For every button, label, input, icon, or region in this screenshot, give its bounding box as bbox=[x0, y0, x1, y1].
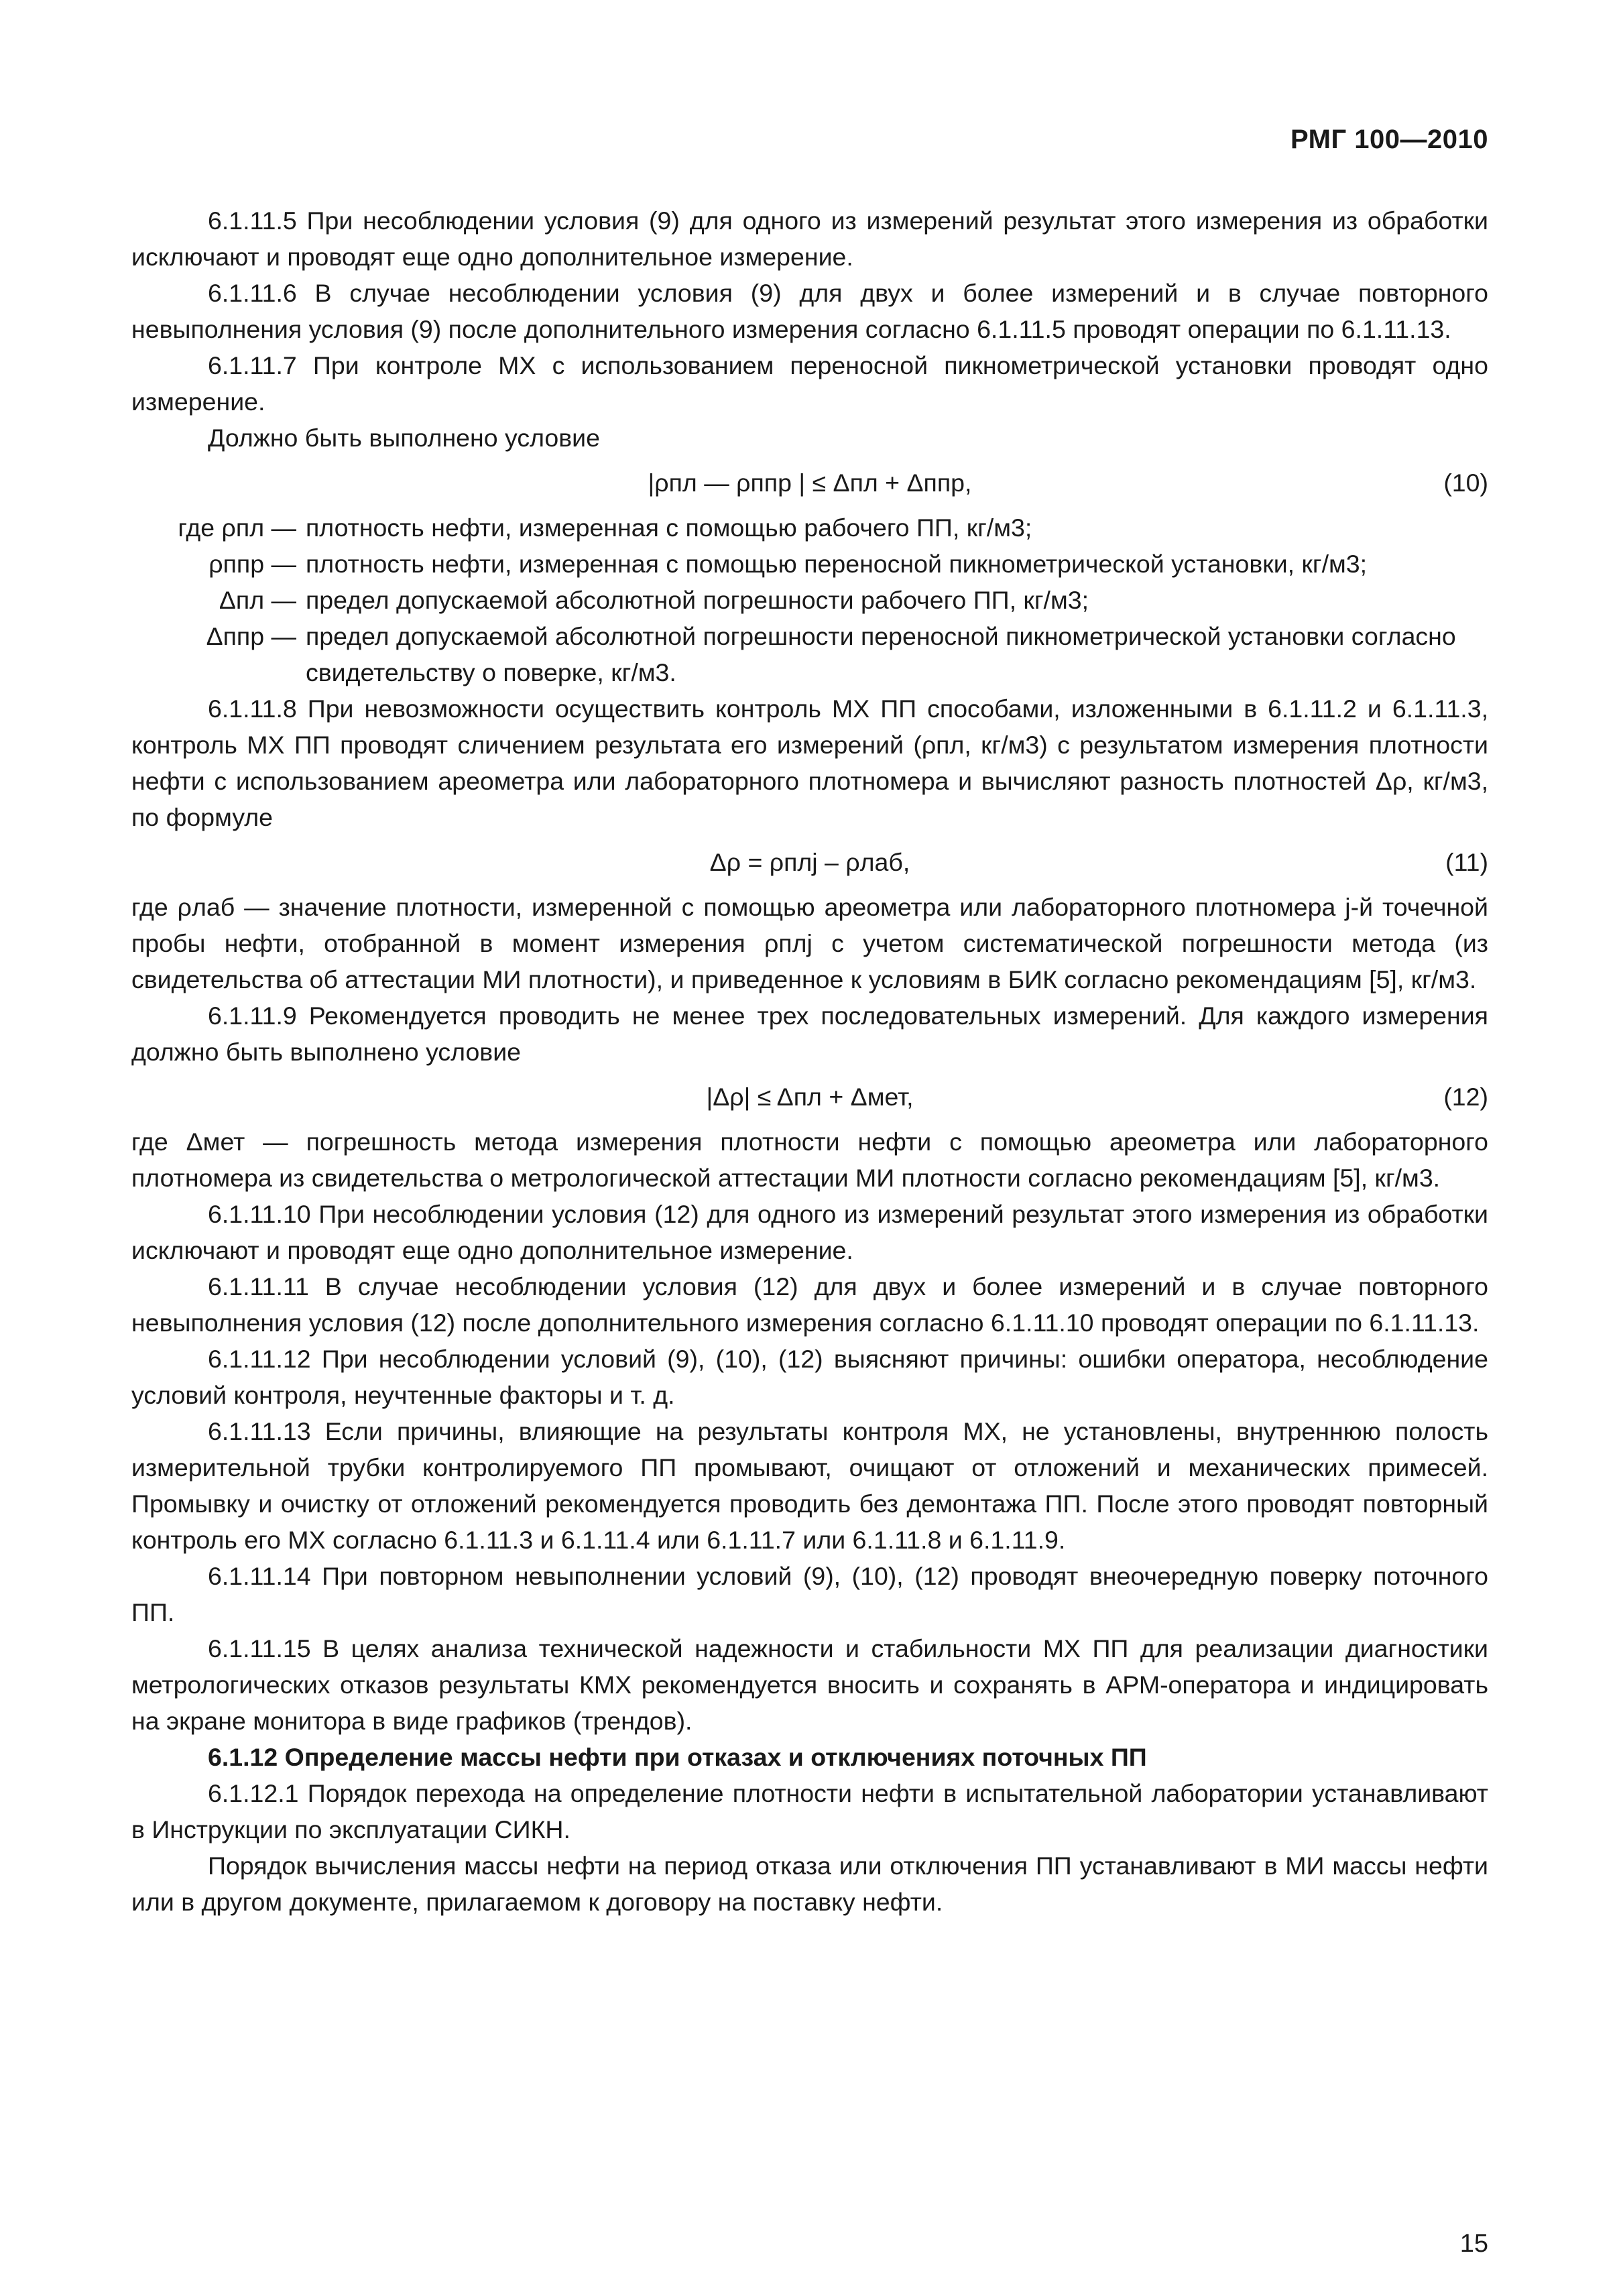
paragraph-6-1-11-13: 6.1.11.13 Если причины, влияющие на результаты контроля МХ, не установлены, внутреннюю полость измерительной трубки контролируемого ПП промывают, очищают от отложений и механических примесей. Промывку и очистку от отложений рекомендуется проводить без демонтажа ПП. После этого проводят повторный контроль его МХ согласно 6.1.11.3 и 6.1.11.4 или 6.1.11.7 или 6.1.11.8 и 6.1.11.9. bbox=[131, 1417, 1488, 1554]
paragraph-6-1-12-1: 6.1.12.1 Порядок перехода на определение плотности нефти в испытательной лаборатории устанавливают в Инструкции по эксплуатации СИКН. bbox=[131, 1779, 1488, 1844]
document-body bbox=[131, 202, 1488, 1920]
legend-symbol: ρппр — bbox=[208, 550, 296, 578]
legend-text: предел допускаемой абсолютной погрешности переносной пикнометрической установки согласно свидетельству о поверке, кг/м3. bbox=[306, 622, 1456, 686]
paragraph-6-1-11-6: 6.1.11.6 В случае несоблюдении условия (9) для двух и более измерений и в случае повторного невыполнения условия (9) после дополнительного измерения согласно 6.1.11.5 проводят операции по 6.1.11.13. bbox=[131, 279, 1488, 343]
formula-12-legend: где Δмет — погрешность метода измерения плотности нефти с помощью ареометра или лабораторного плотномера из свидетельства о метрологической аттестации МИ плотности согласно рекомендациям [5], кг/м3. bbox=[131, 1128, 1488, 1192]
formula-10 bbox=[131, 456, 1488, 509]
legend-symbol: где ρпл — bbox=[178, 513, 296, 542]
section-heading-6-1-12: 6.1.12 Определение массы нефти при отказах и отключениях поточных ПП bbox=[208, 1743, 1147, 1771]
formula-11 bbox=[131, 835, 1488, 889]
formula-10-legend bbox=[131, 509, 1488, 690]
document-header: РМГ 100—2010 bbox=[1290, 125, 1488, 154]
formula-10-number: (10) bbox=[1443, 469, 1488, 497]
formula-12-number: (12) bbox=[1443, 1083, 1488, 1111]
formula-11-legend: где ρлаб — значение плотности, измеренной с помощью ареометра или лабораторного плотномера j-й точечной пробы нефти, отобранной в момент измерения ρплj с учетом систематической погрешности метода (из свидетельства об аттестации МИ плотности), и приведенное к условиям в БИК согласно рекомендациям [5], кг/м3. bbox=[131, 893, 1488, 993]
legend-symbol: Δпл — bbox=[219, 586, 296, 614]
paragraph-6-1-11-7: 6.1.11.7 При контроле МХ с использованием переносной пикнометрической установки проводят одно измерение. bbox=[131, 351, 1488, 416]
page-number: 15 bbox=[1459, 2230, 1488, 2258]
legend-symbol: Δппр — bbox=[206, 622, 296, 650]
formula-12-expression: |Δρ| ≤ Δпл + Δмет, bbox=[706, 1083, 914, 1111]
paragraph-6-1-11-8: 6.1.11.8 При невозможности осуществить контроль МХ ПП способами, изложенными в 6.1.11.2 и 6.1.11.3, контроль МХ ПП проводят сличением результата его измерений (ρпл, кг/м3) с результатом измерения плотности нефти с использованием ареометра или лабораторного плотномера и вычисляют разность плотностей Δρ, кг/м3, по формуле bbox=[131, 694, 1488, 831]
formula-10-expression: |ρпл — ρппр | ≤ Δпл + Δппр, bbox=[648, 469, 972, 497]
condition-intro: Должно быть выполнено условие bbox=[208, 424, 600, 452]
paragraph-6-1-11-12: 6.1.11.12 При несоблюдении условий (9), (10), (12) выясняют причины: ошибки оператора, несоблюдение условий контроля, неучтенные факторы и т. д. bbox=[131, 1345, 1488, 1409]
paragraph-6-1-11-5: 6.1.11.5 При несоблюдении условия (9) для одного из измерений результат этого измерения из обработки исключают и проводят еще одно дополнительное измерение. bbox=[131, 206, 1488, 271]
formula-12 bbox=[131, 1070, 1488, 1124]
paragraph-mass-calculation: Порядок вычисления массы нефти на период отказа или отключения ПП устанавливают в МИ массы нефти или в другом документе, прилагаемом к договору на поставку нефти. bbox=[131, 1852, 1488, 1916]
legend-text: предел допускаемой абсолютной погрешности рабочего ПП, кг/м3; bbox=[306, 586, 1089, 614]
formula-11-number: (11) bbox=[1445, 848, 1488, 876]
legend-text: плотность нефти, измеренная с помощью переносной пикнометрической установки, кг/м3; bbox=[306, 550, 1368, 578]
paragraph-6-1-11-10: 6.1.11.10 При несоблюдении условия (12) для одного из измерений результат этого измерения из обработки исключают и проводят еще одно дополнительное измерение. bbox=[131, 1200, 1488, 1264]
paragraph-6-1-11-15: 6.1.11.15 В целях анализа технической надежности и стабильности МХ ПП для реализации диагностики метрологических отказов результаты КМХ рекомендуется вносить и сохранять в АРМ-оператора и индицировать на экране монитора в виде графиков (трендов). bbox=[131, 1634, 1488, 1735]
paragraph-6-1-11-9: 6.1.11.9 Рекомендуется проводить не менее трех последовательных измерений. Для каждого измерения должно быть выполнено условие bbox=[131, 1002, 1488, 1066]
legend-text: плотность нефти, измеренная с помощью рабочего ПП, кг/м3; bbox=[306, 513, 1032, 542]
paragraph-6-1-11-11: 6.1.11.11 В случае несоблюдении условия (12) для двух и более измерений и в случае повторного невыполнения условия (12) после дополнительного измерения согласно 6.1.11.10 проводят операции по 6.1.11.13. bbox=[131, 1272, 1488, 1337]
paragraph-6-1-11-14: 6.1.11.14 При повторном невыполнении условий (9), (10), (12) проводят внеочередную поверку поточного ПП. bbox=[131, 1562, 1488, 1626]
formula-11-expression: Δρ = ρплj – ρлаб, bbox=[709, 848, 910, 876]
